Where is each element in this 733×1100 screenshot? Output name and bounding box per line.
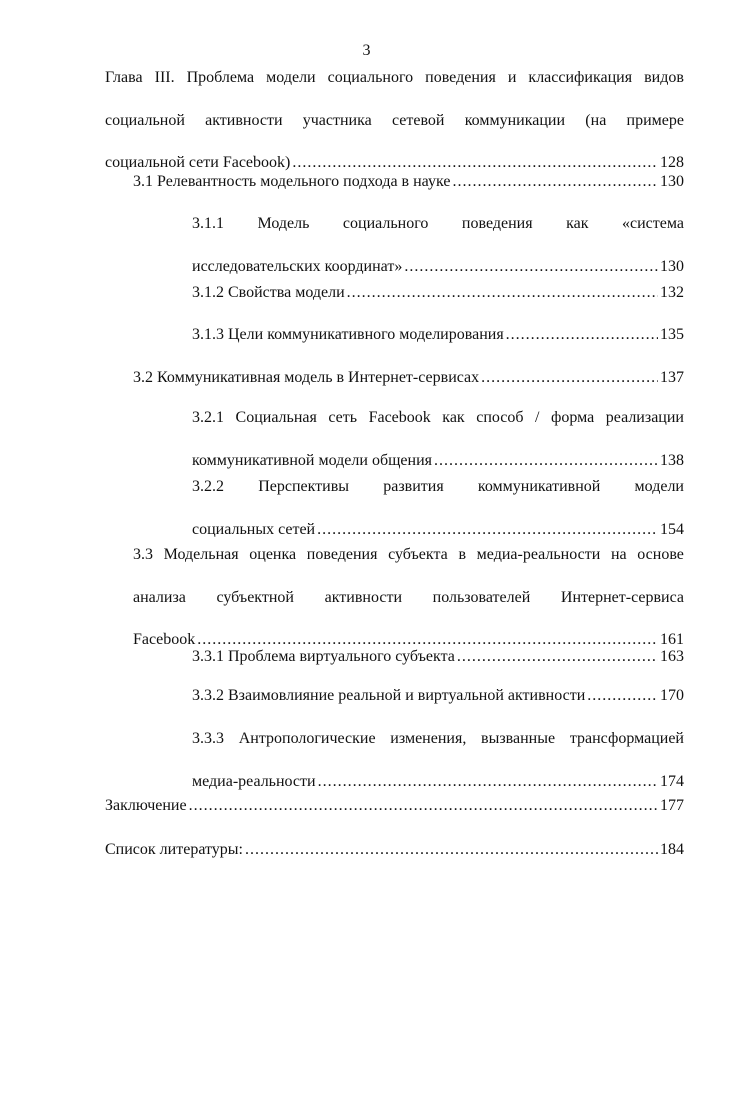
toc-section-3-2-1 (192, 410, 684, 473)
toc-section-3-2 (133, 370, 684, 390)
toc-page-number: 161 (660, 631, 684, 648)
dot-leader (404, 259, 658, 275)
toc-page-number: 138 (660, 451, 684, 469)
toc-title: коммуникативной модели общения (192, 451, 432, 469)
dot-leader (347, 285, 658, 301)
toc-references (105, 842, 684, 862)
dot-leader (189, 798, 658, 814)
toc-line: 3.3.3 Антропологические изменения, вызванные трансформацией (192, 730, 684, 747)
toc-line: анализа субъектной активности пользователей Интернет-сервиса (133, 588, 684, 606)
toc-section-3-1 (133, 174, 684, 194)
toc-section-3-3 (133, 547, 684, 652)
toc-section-3-3-2 (192, 688, 684, 708)
toc-page-number: 184 (660, 841, 684, 858)
toc-title: Заключение (105, 797, 187, 814)
toc-conclusion (105, 798, 684, 818)
toc-final-line (192, 522, 684, 542)
toc-final-line (192, 774, 684, 794)
toc-page-number: 137 (660, 369, 684, 386)
toc-title: 3.3.2 Взаимовлияние реальной и виртуальной активности (192, 687, 586, 704)
toc-final-line (105, 798, 684, 818)
toc-page-number: 174 (660, 772, 684, 790)
dot-leader (317, 522, 658, 538)
dot-leader (457, 649, 658, 665)
dot-leader (481, 370, 658, 386)
toc-page-number: 130 (660, 257, 684, 275)
toc-title: 3.3.1 Проблема виртуального субъекта (192, 648, 455, 665)
toc-final-line (192, 453, 684, 473)
dot-leader (197, 632, 658, 648)
dot-leader (434, 453, 658, 469)
dot-leader (318, 774, 658, 790)
toc-page-number: 177 (660, 797, 684, 814)
toc-title: медиа-реальности (192, 772, 316, 790)
toc-final-line (192, 259, 684, 279)
toc-section-3-1-3 (192, 327, 684, 347)
toc-page-number: 135 (660, 326, 684, 343)
toc-final-line (192, 327, 684, 347)
toc-final-line (105, 842, 684, 862)
toc-title: Facebook (133, 631, 196, 648)
toc-section-3-1-1 (192, 216, 684, 279)
toc-line: Глава III. Проблема модели социального поведения и классификация видов (105, 69, 684, 86)
toc-final-line (192, 688, 684, 708)
toc-line: 3.3 Модельная оценка поведения субъекта в медиа-реальности на основе (133, 546, 684, 563)
toc-title: 3.1 Релевантность модельного подхода в науке (133, 173, 451, 190)
toc-section-3-3-1 (192, 649, 684, 669)
toc-chapter-3 (105, 70, 684, 175)
toc-title: 3.1.2 Свойства модели (192, 284, 345, 301)
toc-title: социальных сетей (192, 520, 316, 538)
toc-title: Список литературы: (105, 841, 243, 858)
toc-final-line (105, 155, 684, 175)
toc-section-3-3-3 (192, 731, 684, 794)
dot-leader (587, 688, 658, 704)
toc-final-line (133, 370, 684, 390)
toc-page-number: 130 (660, 173, 684, 190)
toc-section-3-2-2 (192, 479, 684, 542)
toc-page-number: 163 (660, 648, 684, 665)
toc-final-line (133, 174, 684, 194)
toc-line: социальной активности участника сетевой коммуникации (на примере (105, 111, 684, 129)
dot-leader (292, 155, 658, 171)
toc-title: исследовательских координат» (192, 257, 403, 275)
toc-final-line (192, 285, 684, 305)
toc-page-number: 128 (660, 154, 684, 171)
toc-title: 3.2 Коммуникативная модель в Интернет-сервисах (133, 369, 480, 386)
toc-title: 3.1.3 Цели коммуникативного моделирования (192, 326, 504, 343)
dot-leader (245, 842, 658, 858)
dot-leader (506, 327, 658, 343)
toc-section-3-1-2 (192, 285, 684, 305)
toc-line: 3.2.2 Перспективы развития коммуникативной модели (192, 478, 684, 495)
page-number: 3 (362, 42, 371, 59)
toc-line: 3.2.1 Социальная сеть Facebook как способ / форма реализации (192, 409, 684, 426)
toc-line: 3.1.1 Модель социального поведения как «система (192, 215, 684, 232)
toc-page-number: 132 (660, 284, 684, 301)
toc-final-line (192, 649, 684, 669)
toc-title: социальной сети Facebook) (105, 154, 291, 171)
toc-page-number: 170 (660, 687, 684, 704)
toc-page-number: 154 (660, 520, 684, 538)
dot-leader (452, 174, 658, 190)
